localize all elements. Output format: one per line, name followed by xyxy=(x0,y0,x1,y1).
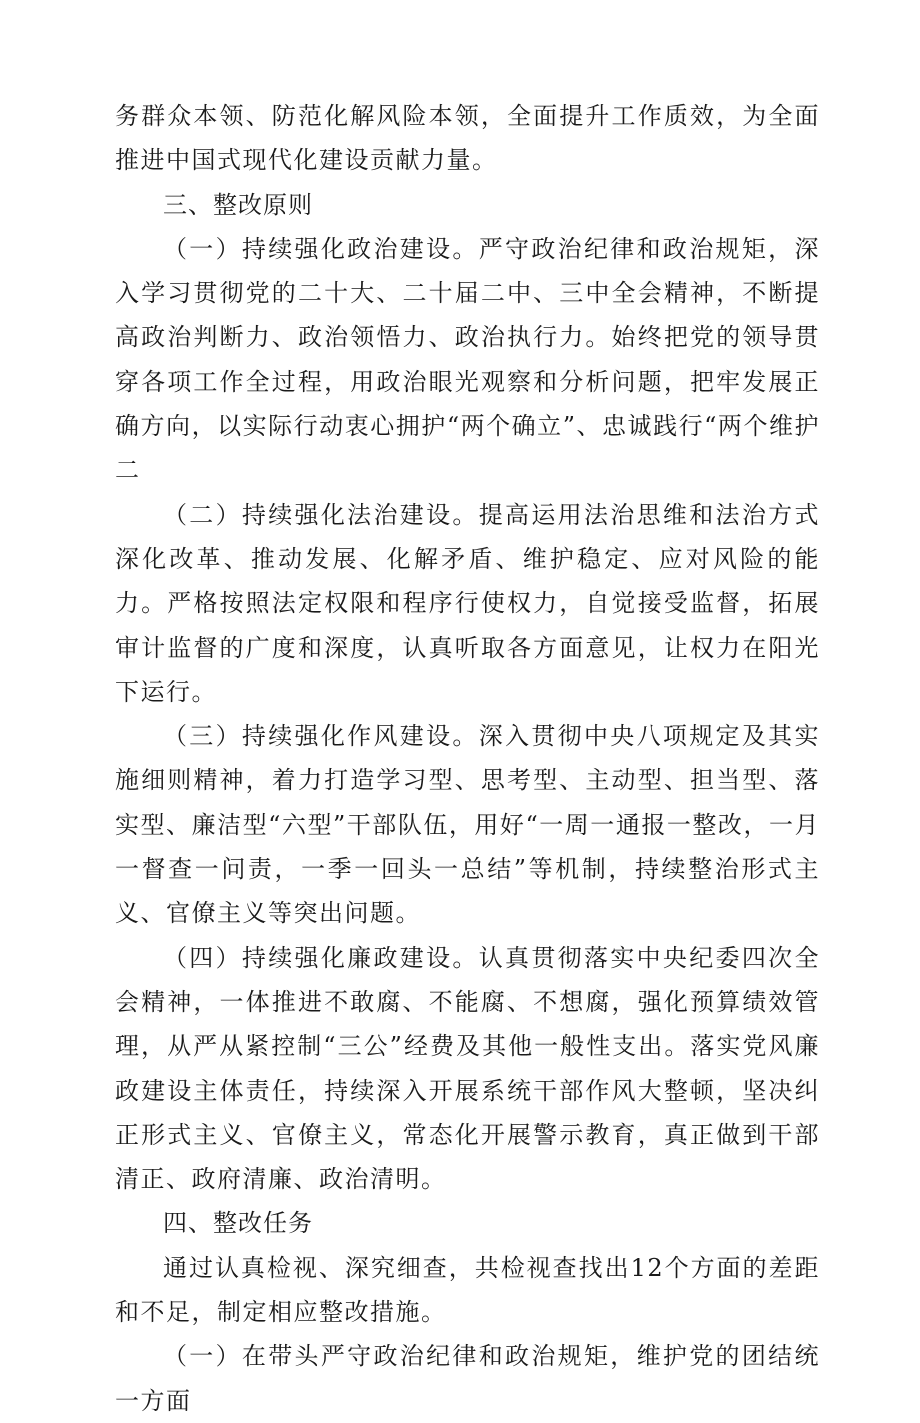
paragraph-task-1: （一）在带头严守政治纪律和政治规矩，维护党的团结统一方面 xyxy=(115,1342,820,1415)
section-heading-tasks: 四、整改任务 xyxy=(163,1209,313,1238)
paragraph-task-intro: 通过认真检视、深究细查，共检视查找出12个方面的差距和不足，制定相应整改措施。 xyxy=(115,1253,820,1327)
section-heading-principles: 三、整改原则 xyxy=(163,190,313,219)
paragraph-intro: 务群众本领、防范化解风险本领，全面提升工作质效，为全面推进中国式现代化建设贡献力量。 xyxy=(115,102,820,175)
paragraph-principle-political: （一）持续强化政治建设。严守政治纪律和政治规矩，深入学习贯彻党的二十大、二十届二中、三中全会精神，不断提高政治判断力、政治领悟力、政治执行力。始终把党的领导贯穿各项工作全过程，用政治眼光观察和分析问题，把牢发展正确方向，以实际行动衷心拥护“两个确立”、忠诚践行“两个维护二 xyxy=(115,234,820,485)
paragraph-principle-rule-of-law: （二）持续强化法治建设。提高运用法治思维和法治方式深化改革、推动发展、化解矛盾、维护稳定、应对风险的能力。严格按照法定权限和程序行使权力，自觉接受监督，拓展审计监督的广度和深度，认真听取各方面意见，让权力在阳光下运行。 xyxy=(115,500,820,706)
paragraph-principle-integrity: （四）持续强化廉政建设。认真贯彻落实中央纪委四次全会精神，一体推进不敢腐、不能腐、不想腐，强化预算绩效管理，从严从紧控制“三公”经费及其他一般性支出。落实党风廉政建设主体责任，持续深入开展系统干部作风大整顿，坚决纠正形式主义、官僚主义，常态化开展警示教育，真正做到干部清正、政府清廉、政治清明。 xyxy=(115,943,820,1194)
paragraph-principle-work-style: （三）持续强化作风建设。深入贯彻中央八项规定及其实施细则精神，着力打造学习型、思考型、主动型、担当型、落实型、廉洁型“六型”干部队伍，用好“一周一通报一整改，一月一督查一问责，一季一回头一总结”等机制，持续整治形式主义、官僚主义等突出问题。 xyxy=(115,722,820,928)
